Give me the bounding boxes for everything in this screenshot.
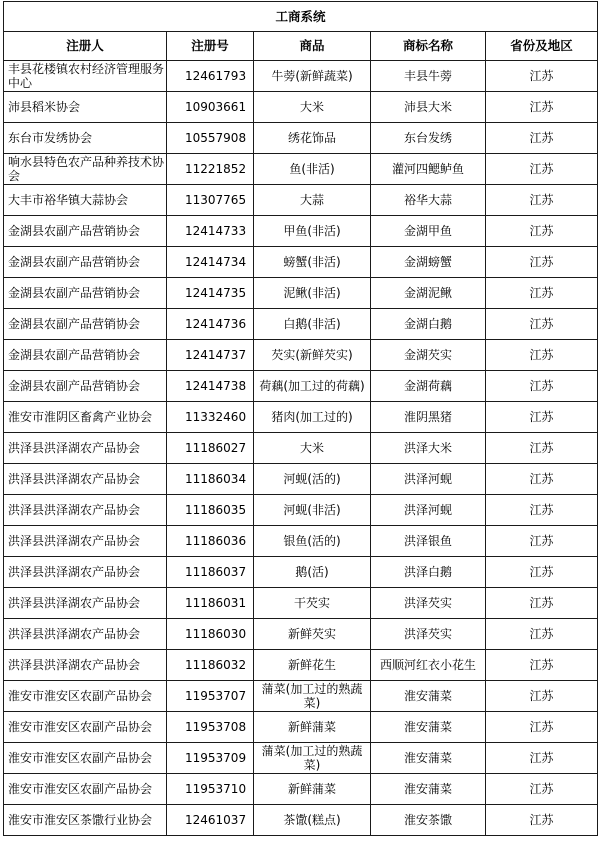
cell-registrant: 淮安市淮安区农副产品协会 — [4, 774, 167, 805]
cell-registrant: 洪泽县洪泽湖农产品协会 — [4, 495, 167, 526]
cell-registrant: 金湖县农副产品营销协会 — [4, 216, 167, 247]
table-row — [4, 464, 598, 495]
cell-goods: 大蒜 — [254, 185, 371, 216]
cell-goods: 蒲菜(加工过的熟蔬菜) — [254, 743, 371, 774]
cell-goods: 大米 — [254, 92, 371, 123]
cell-mark-name: 金湖白鹅 — [371, 309, 486, 340]
cell-mark-name: 金湖芡实 — [371, 340, 486, 371]
cell-mark-name: 淮安蒲菜 — [371, 712, 486, 743]
cell-goods: 河蚬(活的) — [254, 464, 371, 495]
cell-mark-name: 西顺河红衣小花生 — [371, 650, 486, 681]
cell-mark-name: 东台发绣 — [371, 123, 486, 154]
cell-reg-no: 12461793 — [167, 61, 254, 92]
cell-goods: 大米 — [254, 433, 371, 464]
table-row — [4, 433, 598, 464]
cell-region: 江苏 — [486, 464, 598, 495]
cell-region: 江苏 — [486, 588, 598, 619]
cell-reg-no: 12414733 — [167, 216, 254, 247]
table-row — [4, 774, 598, 805]
header-registrant: 注册人 — [4, 32, 167, 61]
cell-registrant: 金湖县农副产品营销协会 — [4, 340, 167, 371]
cell-mark-name: 淮安蒲菜 — [371, 774, 486, 805]
cell-registrant: 金湖县农副产品营销协会 — [4, 371, 167, 402]
cell-region: 江苏 — [486, 774, 598, 805]
table-row — [4, 650, 598, 681]
cell-reg-no: 12414735 — [167, 278, 254, 309]
table-row — [4, 526, 598, 557]
cell-region: 江苏 — [486, 681, 598, 712]
cell-goods: 银鱼(活的) — [254, 526, 371, 557]
cell-region: 江苏 — [486, 743, 598, 774]
cell-mark-name: 沛县大米 — [371, 92, 486, 123]
cell-mark-name: 丰县牛蒡 — [371, 61, 486, 92]
cell-registrant: 响水县特色农产品种养技术协会 — [4, 154, 167, 185]
cell-region: 江苏 — [486, 309, 598, 340]
cell-reg-no: 11953708 — [167, 712, 254, 743]
cell-mark-name: 淮阴黑猪 — [371, 402, 486, 433]
cell-registrant: 洪泽县洪泽湖农产品协会 — [4, 650, 167, 681]
cell-reg-no: 11221852 — [167, 154, 254, 185]
cell-mark-name: 金湖荷藕 — [371, 371, 486, 402]
cell-region: 江苏 — [486, 402, 598, 433]
cell-region: 江苏 — [486, 278, 598, 309]
cell-goods: 鹅(活) — [254, 557, 371, 588]
cell-mark-name: 洪泽芡实 — [371, 619, 486, 650]
cell-region: 江苏 — [486, 123, 598, 154]
title-row — [4, 2, 598, 32]
cell-goods: 螃蟹(非活) — [254, 247, 371, 278]
cell-reg-no: 10557908 — [167, 123, 254, 154]
cell-reg-no: 12414736 — [167, 309, 254, 340]
cell-region: 江苏 — [486, 557, 598, 588]
cell-goods: 泥鳅(非活) — [254, 278, 371, 309]
cell-region: 江苏 — [486, 61, 598, 92]
cell-registrant: 丰县花楼镇农村经济管理服务中心 — [4, 61, 167, 92]
cell-registrant: 东台市发绣协会 — [4, 123, 167, 154]
cell-registrant: 洪泽县洪泽湖农产品协会 — [4, 464, 167, 495]
cell-reg-no: 12414737 — [167, 340, 254, 371]
cell-registrant: 洪泽县洪泽湖农产品协会 — [4, 433, 167, 464]
cell-region: 江苏 — [486, 805, 598, 836]
cell-registrant: 金湖县农副产品营销协会 — [4, 247, 167, 278]
cell-reg-no: 11307765 — [167, 185, 254, 216]
cell-mark-name: 洪泽大米 — [371, 433, 486, 464]
cell-region: 江苏 — [486, 247, 598, 278]
cell-registrant: 洪泽县洪泽湖农产品协会 — [4, 588, 167, 619]
cell-registrant: 洪泽县洪泽湖农产品协会 — [4, 619, 167, 650]
trademark-sheet — [3, 1, 597, 836]
cell-registrant: 金湖县农副产品营销协会 — [4, 309, 167, 340]
cell-mark-name: 灌河四鳃鲈鱼 — [371, 154, 486, 185]
cell-goods: 荷藕(加工过的荷藕) — [254, 371, 371, 402]
table-row — [4, 371, 598, 402]
cell-mark-name: 洪泽芡实 — [371, 588, 486, 619]
header-reg-no: 注册号 — [167, 32, 254, 61]
cell-goods: 茶馓(糕点) — [254, 805, 371, 836]
cell-registrant: 沛县稻米协会 — [4, 92, 167, 123]
cell-goods: 芡实(新鲜芡实) — [254, 340, 371, 371]
table-row — [4, 681, 598, 712]
cell-reg-no: 11953707 — [167, 681, 254, 712]
cell-reg-no: 11953709 — [167, 743, 254, 774]
cell-reg-no: 11186030 — [167, 619, 254, 650]
table-row — [4, 743, 598, 774]
cell-region: 江苏 — [486, 650, 598, 681]
cell-reg-no: 11186031 — [167, 588, 254, 619]
cell-mark-name: 金湖螃蟹 — [371, 247, 486, 278]
cell-registrant: 金湖县农副产品营销协会 — [4, 278, 167, 309]
cell-registrant: 大丰市裕华镇大蒜协会 — [4, 185, 167, 216]
cell-region: 江苏 — [486, 433, 598, 464]
cell-registrant: 淮安市淮阴区畜禽产业协会 — [4, 402, 167, 433]
cell-reg-no: 11953710 — [167, 774, 254, 805]
cell-goods: 牛蒡(新鲜蔬菜) — [254, 61, 371, 92]
cell-region: 江苏 — [486, 526, 598, 557]
cell-goods: 新鲜蒲菜 — [254, 712, 371, 743]
cell-region: 江苏 — [486, 216, 598, 247]
cell-mark-name: 金湖甲鱼 — [371, 216, 486, 247]
cell-goods: 猪肉(加工过的) — [254, 402, 371, 433]
cell-reg-no: 12461037 — [167, 805, 254, 836]
table-row — [4, 92, 598, 123]
cell-mark-name: 裕华大蒜 — [371, 185, 486, 216]
header-row — [4, 32, 598, 61]
cell-mark-name: 洪泽白鹅 — [371, 557, 486, 588]
table-row — [4, 619, 598, 650]
cell-registrant: 淮安市淮安区农副产品协会 — [4, 681, 167, 712]
cell-goods: 白鹅(非活) — [254, 309, 371, 340]
cell-goods: 绣花饰品 — [254, 123, 371, 154]
cell-mark-name: 淮安蒲菜 — [371, 743, 486, 774]
table-row — [4, 247, 598, 278]
cell-reg-no: 11186036 — [167, 526, 254, 557]
table-row — [4, 402, 598, 433]
table-row — [4, 557, 598, 588]
header-mark-name: 商标名称 — [371, 32, 486, 61]
cell-reg-no: 11186034 — [167, 464, 254, 495]
cell-region: 江苏 — [486, 371, 598, 402]
cell-registrant: 淮安市淮安区茶馓行业协会 — [4, 805, 167, 836]
table-body — [4, 61, 598, 836]
cell-region: 江苏 — [486, 185, 598, 216]
table-row — [4, 309, 598, 340]
table-row — [4, 61, 598, 92]
table-row — [4, 712, 598, 743]
cell-goods: 新鲜蒲菜 — [254, 774, 371, 805]
table-row — [4, 588, 598, 619]
cell-mark-name: 洪泽河蚬 — [371, 464, 486, 495]
table-row — [4, 185, 598, 216]
cell-mark-name: 洪泽河蚬 — [371, 495, 486, 526]
cell-registrant: 淮安市淮安区农副产品协会 — [4, 743, 167, 774]
trademark-table — [3, 1, 598, 836]
cell-goods: 蒲菜(加工过的熟蔬菜) — [254, 681, 371, 712]
cell-registrant: 洪泽县洪泽湖农产品协会 — [4, 526, 167, 557]
cell-goods: 新鲜花生 — [254, 650, 371, 681]
cell-goods: 干芡实 — [254, 588, 371, 619]
cell-mark-name: 淮安茶馓 — [371, 805, 486, 836]
cell-mark-name: 洪泽银鱼 — [371, 526, 486, 557]
cell-reg-no: 11186035 — [167, 495, 254, 526]
cell-reg-no: 11186037 — [167, 557, 254, 588]
cell-reg-no: 11186032 — [167, 650, 254, 681]
table-row — [4, 278, 598, 309]
cell-reg-no: 10903661 — [167, 92, 254, 123]
cell-region: 江苏 — [486, 340, 598, 371]
table-row — [4, 495, 598, 526]
table-row — [4, 805, 598, 836]
table-title: 工商系统 — [4, 2, 598, 32]
cell-goods: 河蚬(非活) — [254, 495, 371, 526]
cell-registrant: 洪泽县洪泽湖农产品协会 — [4, 557, 167, 588]
table-row — [4, 340, 598, 371]
table-row — [4, 216, 598, 247]
cell-goods: 新鲜芡实 — [254, 619, 371, 650]
cell-region: 江苏 — [486, 92, 598, 123]
cell-reg-no: 12414738 — [167, 371, 254, 402]
cell-reg-no: 11332460 — [167, 402, 254, 433]
cell-reg-no: 11186027 — [167, 433, 254, 464]
cell-goods: 甲鱼(非活) — [254, 216, 371, 247]
cell-region: 江苏 — [486, 712, 598, 743]
table-row — [4, 123, 598, 154]
cell-goods: 鱼(非活) — [254, 154, 371, 185]
cell-reg-no: 12414734 — [167, 247, 254, 278]
cell-mark-name: 淮安蒲菜 — [371, 681, 486, 712]
cell-region: 江苏 — [486, 619, 598, 650]
table-row — [4, 154, 598, 185]
cell-registrant: 淮安市淮安区农副产品协会 — [4, 712, 167, 743]
cell-mark-name: 金湖泥鳅 — [371, 278, 486, 309]
cell-region: 江苏 — [486, 154, 598, 185]
cell-region: 江苏 — [486, 495, 598, 526]
header-goods: 商品 — [254, 32, 371, 61]
header-region: 省份及地区 — [486, 32, 598, 61]
